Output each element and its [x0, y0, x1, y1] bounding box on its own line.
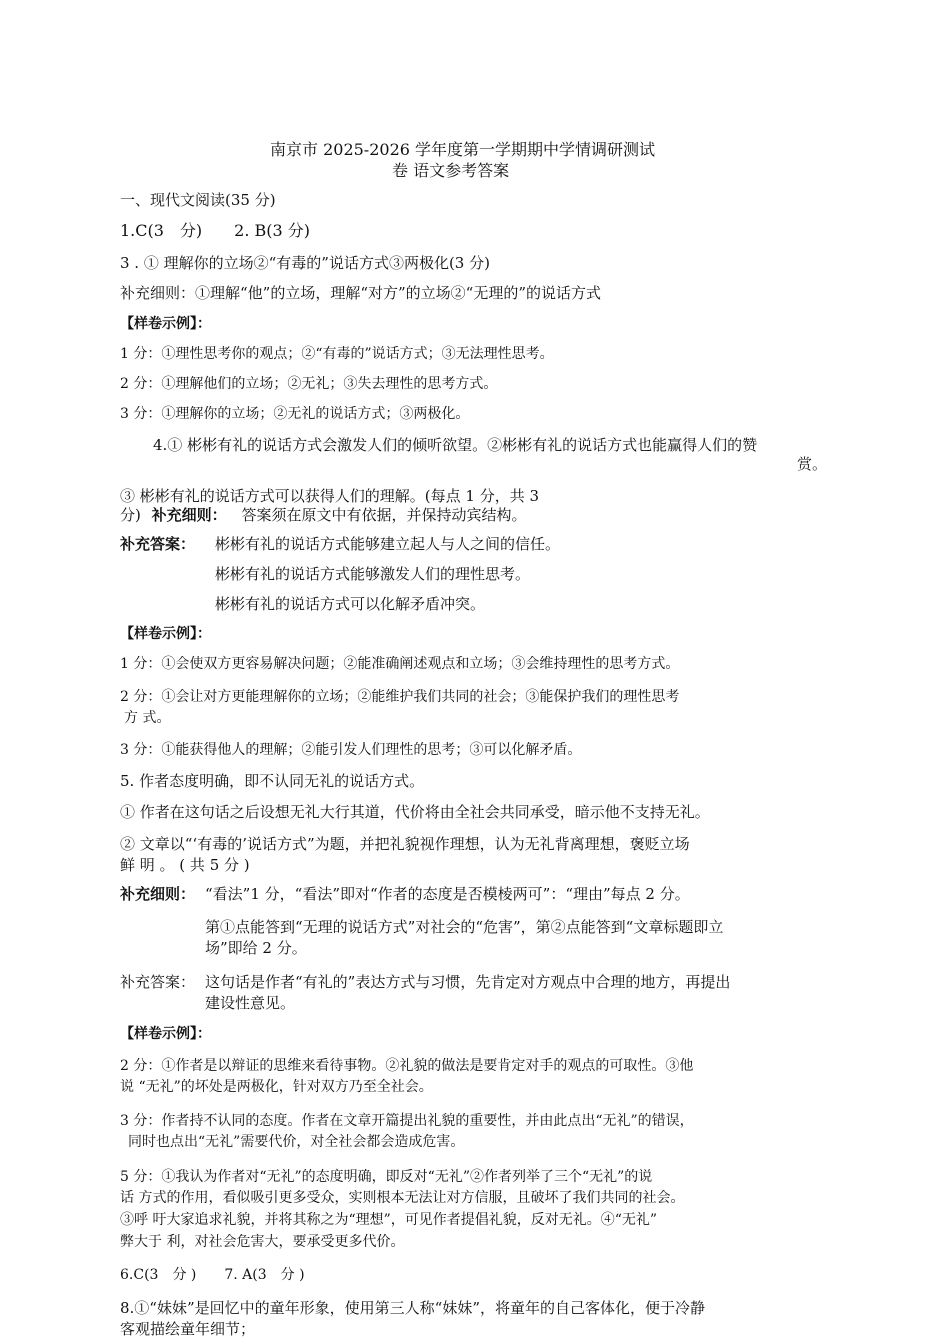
q3-sample-3: 3 分：①理解你的立场；②无礼的说话方式；③两极化。	[120, 406, 470, 422]
q5-sample-3b: 同时也点出“无礼”需要代价，对全社会都会造成危害。	[128, 1134, 465, 1150]
title-line-2: 卷 语文参考答案	[392, 161, 510, 180]
q5-add-label: 补充答案：	[120, 973, 196, 991]
answer-q8b: 客观描绘童年细节；	[120, 1320, 256, 1338]
q4-sample-3: 3 分：①能获得他人的理解；②能引发人们理性的思考；③可以化解矛盾。	[120, 742, 582, 758]
q5-point-1: ① 作者在这句话之后设想无礼大行其道，代价将由全社会共同承受，暗示他不支持无礼。	[120, 803, 710, 821]
q4-detail-text: 答案须在原文中有依据，并保持动宾结构。	[241, 506, 527, 524]
answer-q8a: 8.①“妹妹”是回忆中的童年形象，使用第三人称“妹妹”，将童年的自己客体化，便于冷静	[120, 1299, 705, 1317]
q5-point-2b: 鲜 明 。 ( 共 5 分 )	[120, 856, 250, 874]
sample-label-1: 【样卷示例】：	[120, 316, 211, 332]
answer-q4-line-a: 4.① 彬彬有礼的说话方式会激发人们的倾听欲望。②彬彬有礼的说话方式也能赢得人们的赞	[153, 436, 758, 454]
q5-add-b: 建设性意见。	[205, 994, 296, 1012]
answer-q4-line-c	[120, 505, 526, 525]
answer-q6-q7: 6.C(3 分 ) 7. A(3 分 )	[120, 1267, 305, 1283]
answer-q5: 5. 作者态度明确，即不认同无礼的说话方式。	[120, 772, 425, 790]
q5-sample-3a: 3 分：作者持不认同的态度。作者在文章开篇提出礼貌的重要性，并由此点出“无礼”的错误，	[120, 1113, 694, 1129]
q4-detail-label: 补充细则：	[151, 506, 227, 524]
q4-add-1: 彬彬有礼的说话方式能够建立起人与人之间的信任。	[215, 535, 561, 553]
q3-sample-1: 1 分：①理性思考你的观点；②“有毒的”说话方式；③无法理性思考。	[120, 346, 554, 362]
q3-sample-2: 2 分：①理解他们的立场；②无礼；③失去理性的思考方式。	[120, 376, 498, 392]
q5-add-a: 这句话是作者“有礼的”表达方式与习惯，先肯定对方观点中合理的地方，再提出	[205, 973, 731, 991]
q5-sample-5b: 话 方式的作用，看似吸引更多受众，实则根本无法让对方信服，且破坏了我们共同的社会。	[120, 1190, 685, 1206]
answer-q4-line-a-end: 赏。	[797, 455, 828, 473]
q5-point-2a: ② 文章以“‘有毒的’说话方式”为题，并把礼貌视作理想，认为无礼背离理想，褒贬立场	[120, 835, 690, 853]
answer-q1-q2: 1.C(3 分) 2. B(3 分)	[120, 221, 311, 240]
q4-sample-2a: 2 分：①会让对方更能理解你的立场；②能维护我们共同的社会；③能保护我们的理性思考	[120, 689, 680, 705]
q4-add-label: 补充答案：	[120, 535, 196, 553]
q3-detail: 补充细则：①理解“他”的立场，理解“对方”的立场②“无理的”的说话方式	[120, 284, 602, 302]
title-line-1: 南京市 2025-2026 学年度第一学期期中学情调研测试	[270, 140, 656, 159]
q4-add-2: 彬彬有礼的说话方式能够激发人们的理性思考。	[215, 565, 531, 583]
q5-detail-2b: 场”即给 2 分。	[205, 939, 307, 957]
answer-q4-line-b: ③ 彬彬有礼的说话方式可以获得人们的理解。(每点 1 分，共 3	[120, 487, 540, 505]
q5-sample-5c: ③呼 吁大家追求礼貌，并将其称之为“理想”，可见作者提倡礼貌，反对无礼。④“无礼”	[120, 1212, 658, 1228]
answer-q3: 3 . ① 理解你的立场②“有毒的”说话方式③两极化(3 分)	[120, 254, 490, 272]
q5-sample-2a: 2 分：①作者是以辩证的思维来看待事物。②礼貌的做法是要肯定对手的观点的可取性。③他	[120, 1058, 694, 1074]
q4-score-suffix: 分)	[120, 506, 141, 524]
q5-detail: “看法”1 分，“看法”即对“作者的态度是否模棱两可”：“理由”每点 2 分。	[205, 885, 690, 903]
sample-label-2: 【样卷示例】：	[120, 626, 211, 642]
section-heading: 一、现代文阅读(35 分)	[120, 191, 276, 209]
q5-detail-label: 补充细则：	[120, 885, 196, 903]
q5-sample-2b: 说 “无礼”的坏处是两极化，针对双方乃至全社会。	[120, 1079, 433, 1095]
q4-sample-1: 1 分：①会使双方更容易解决问题；②能准确阐述观点和立场；③会维持理性的思考方式。	[120, 656, 680, 672]
sample-label-3: 【样卷示例】：	[120, 1026, 211, 1042]
q5-sample-5a: 5 分：①我认为作者对“无礼”的态度明确，即反对“无礼”②作者列举了三个“无礼”的说	[120, 1169, 653, 1185]
q4-sample-2b: 方 式。	[124, 710, 171, 726]
q5-sample-5d: 弊大于 利，对社会危害大，要承受更多代价。	[120, 1234, 405, 1250]
q4-add-3: 彬彬有礼的说话方式可以化解矛盾冲突。	[215, 595, 486, 613]
q5-detail-2a: 第①点能答到“无理的说话方式”对社会的“危害”，第②点能答到“文章标题即立	[205, 918, 724, 936]
